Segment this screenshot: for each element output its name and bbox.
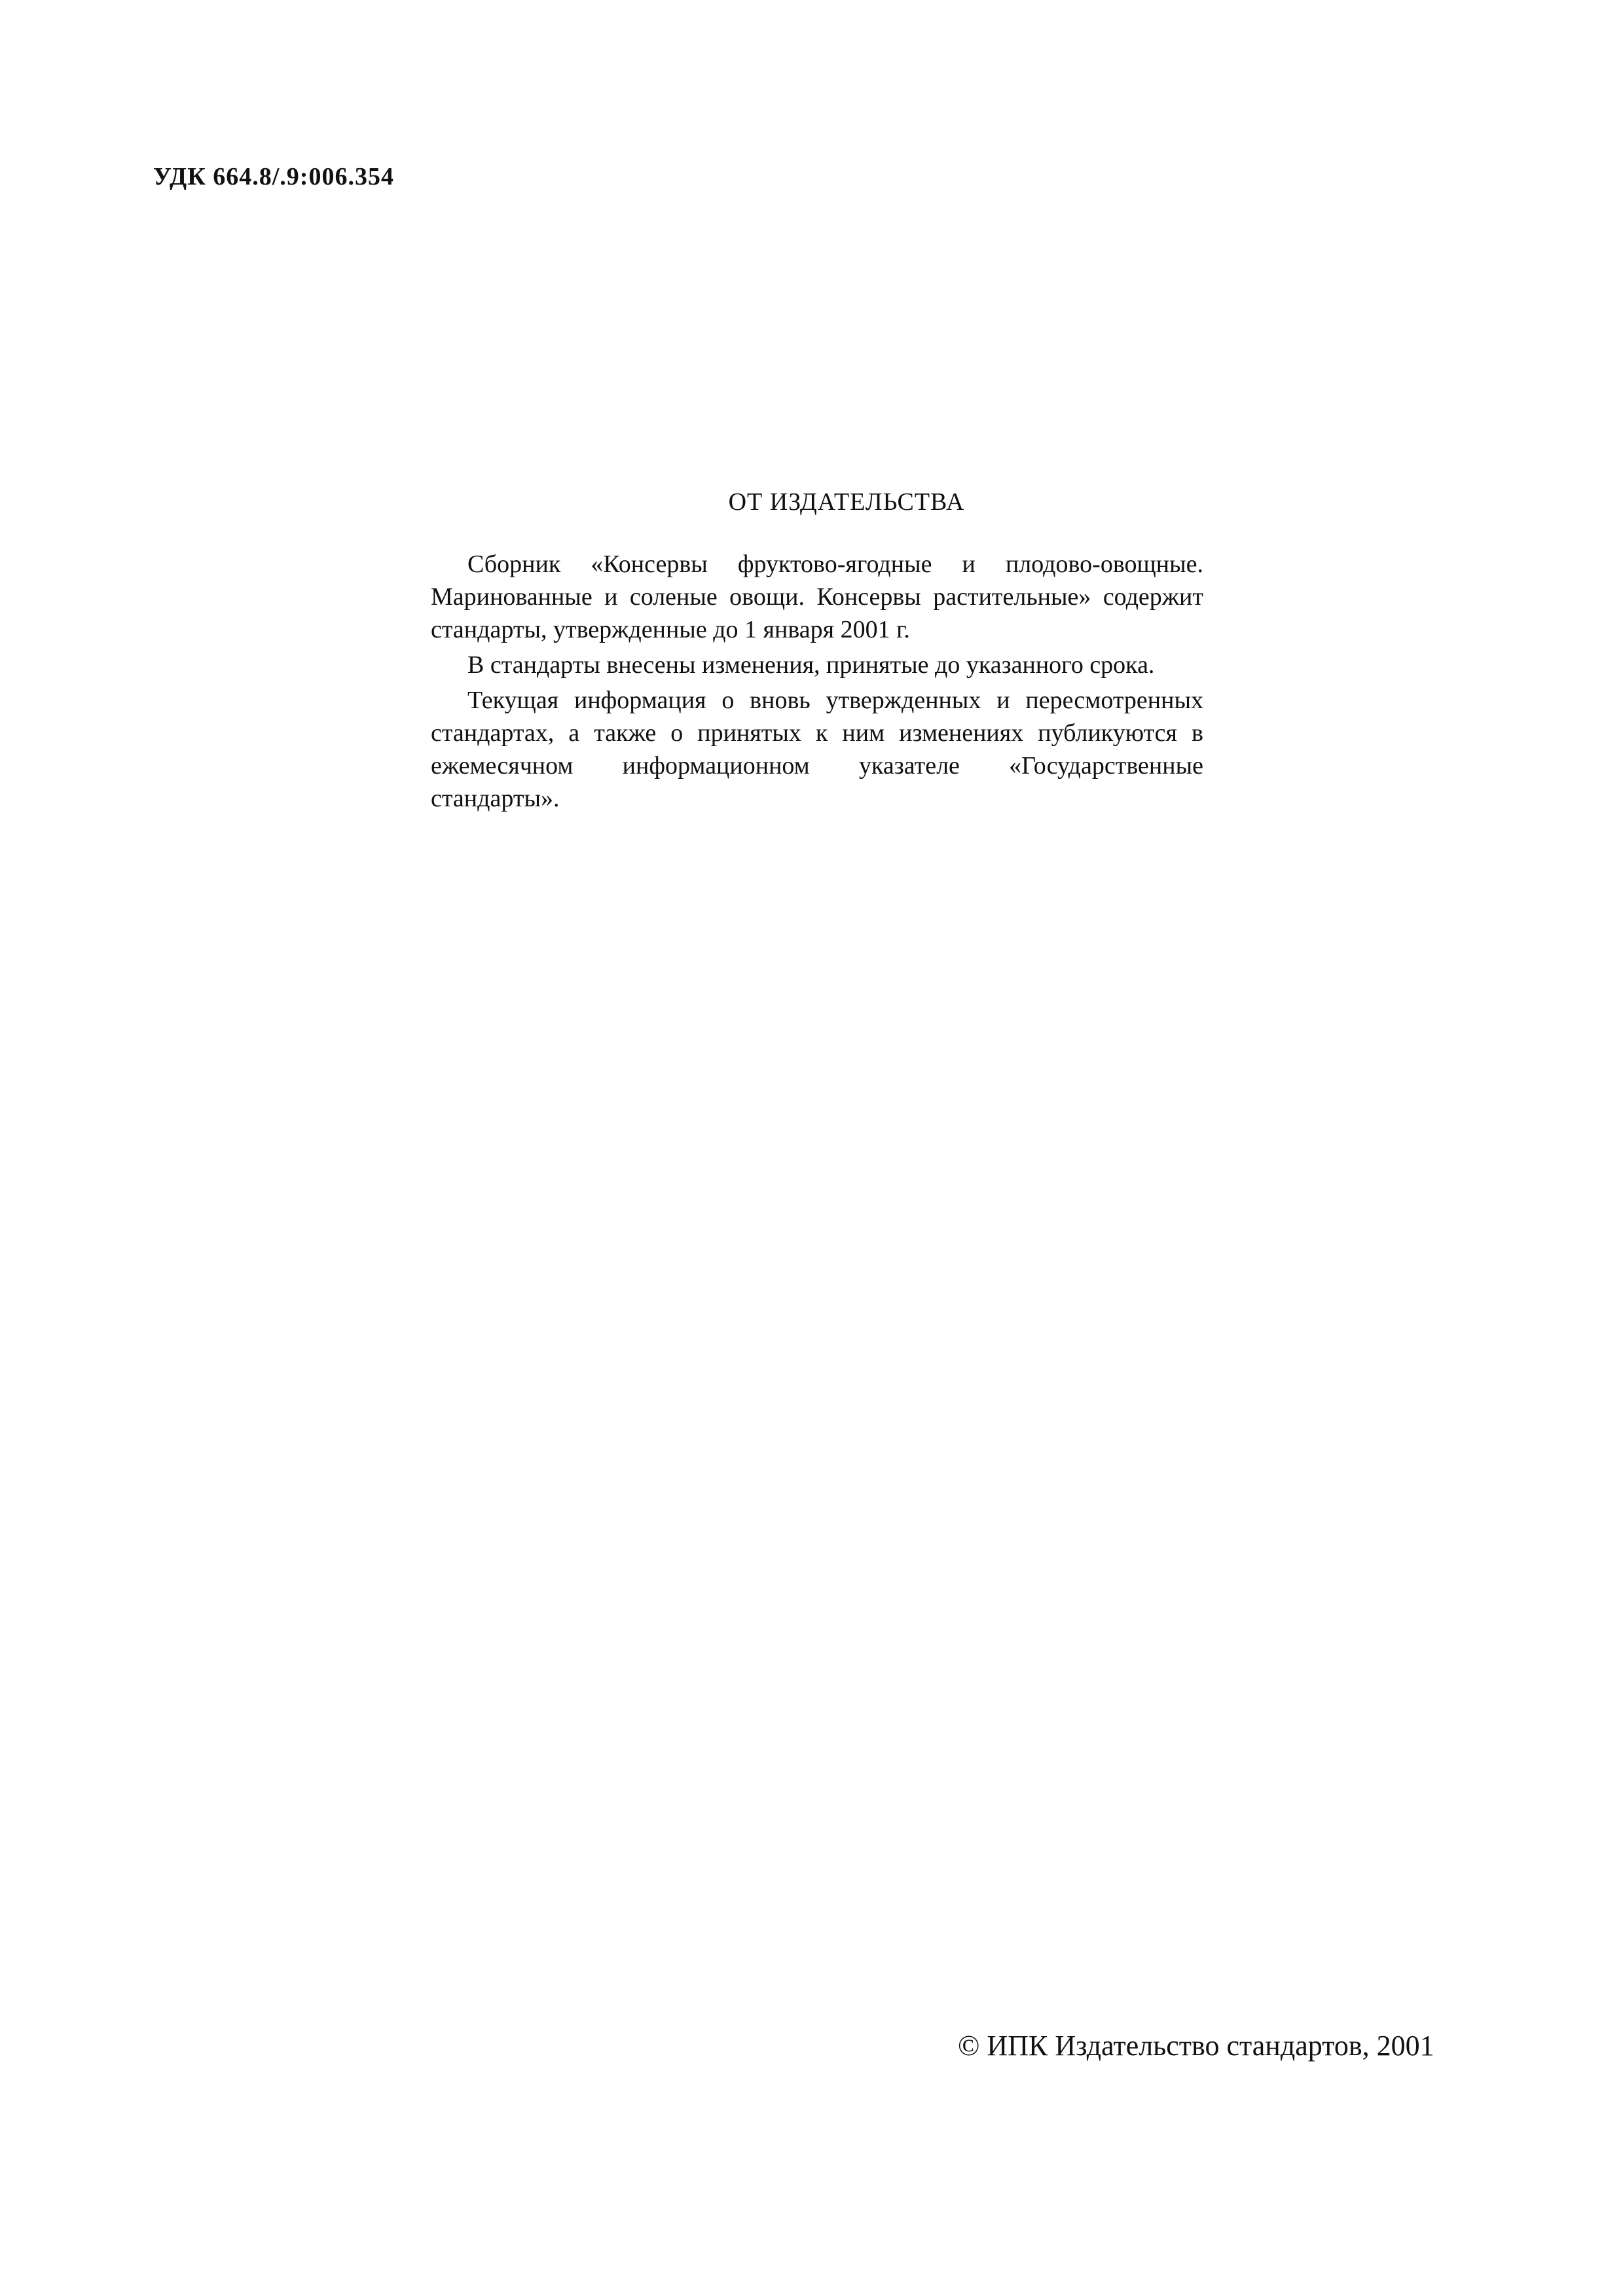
section-heading: ОТ ИЗДАТЕЛЬСТВА bbox=[728, 488, 965, 516]
publisher-note bbox=[431, 488, 1203, 817]
paragraph-collection-contents: Сборник «Консервы фруктово-ягодные и плодово-овощные. Маринованные и соленые овощи. Консервы растительные» содержит стандарты, утвержденные до 1 января 2001 г. bbox=[431, 550, 1203, 643]
udc-code: УДК 664.8/.9:006.354 bbox=[153, 163, 394, 190]
paragraph-current-information: Текущая информация о вновь утвержденных и пересмотренных стандартах, а также о принятых к ним изменениях публикуются в ежемесячном информационном указателе «Государственные стандарты». bbox=[431, 687, 1203, 812]
paragraph-amendments: В стандарты внесены изменения, принятые до указанного срока. bbox=[467, 651, 1155, 679]
copyright-notice: © ИПК Издательство стандартов, 2001 bbox=[958, 2030, 1434, 2062]
